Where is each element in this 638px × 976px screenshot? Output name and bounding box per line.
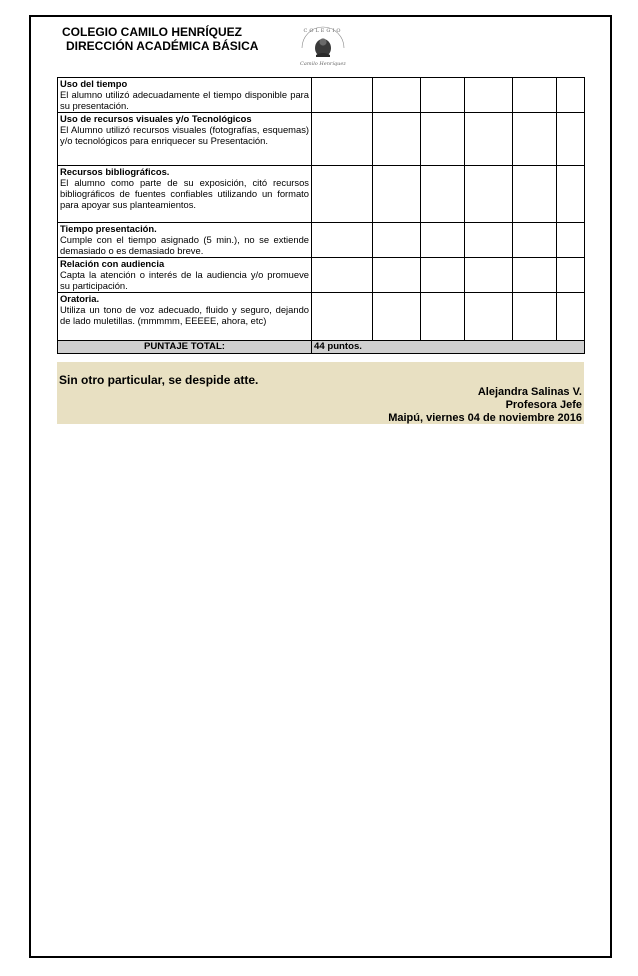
score-cell[interactable] (557, 257, 585, 292)
criterion-row (58, 292, 585, 340)
score-cell[interactable] (421, 292, 465, 340)
criterion-title: Uso de recursos visuales y/o Tecnológicos (60, 112, 252, 124)
score-cell[interactable] (421, 257, 465, 292)
criterion-description: Cumple con el tiempo asignado (5 min.), no se extiende demasiado o es demasiado breve. (60, 233, 309, 257)
score-cell[interactable] (513, 165, 557, 222)
school-name: COLEGIO CAMILO HENRÍQUEZ (62, 25, 242, 39)
criterion-description: El alumno utilizó adecuadamente el tiempo disponible para su presentación. (60, 89, 309, 112)
score-cell[interactable] (465, 257, 513, 292)
criterion-description: El Alumno utilizó recursos visuales (fotografías, esquemas) y/o tecnológicos para enriquecer su Presentación. (60, 123, 309, 147)
school-logo (294, 22, 352, 70)
criterion-title: Uso del tiempo (60, 78, 128, 89)
score-cell[interactable] (373, 222, 421, 257)
score-cell[interactable] (312, 257, 373, 292)
svg-text:Camilo Henríquez: Camilo Henríquez (300, 61, 346, 67)
score-cell[interactable] (373, 78, 421, 113)
svg-text:COLEGIO: COLEGIO (303, 28, 343, 34)
criterion-cell (58, 112, 312, 165)
score-cell[interactable] (513, 112, 557, 165)
criterion-description: El alumno como parte de su exposición, citó recursos bibliográficos de fuentes confiables utilizando un formato para apoyar sus planteamientos. (60, 176, 309, 211)
criterion-cell (58, 165, 312, 222)
score-cell[interactable] (513, 257, 557, 292)
criterion-row (58, 78, 585, 113)
evaluation-rubric-table (57, 77, 585, 354)
score-cell[interactable] (465, 112, 513, 165)
score-cell[interactable] (557, 112, 585, 165)
farewell-text: Sin otro particular, se despide atte. (59, 373, 259, 387)
score-cell[interactable] (557, 292, 585, 340)
criterion-title: Recursos bibliográficos. (60, 165, 170, 177)
score-cell[interactable] (312, 222, 373, 257)
score-cell[interactable] (373, 165, 421, 222)
score-cell[interactable] (513, 78, 557, 113)
score-cell[interactable] (513, 222, 557, 257)
score-cell[interactable] (513, 292, 557, 340)
closing-block (57, 362, 584, 424)
score-cell[interactable] (421, 112, 465, 165)
score-cell[interactable] (421, 222, 465, 257)
score-cell[interactable] (373, 257, 421, 292)
score-cell[interactable] (373, 292, 421, 340)
criterion-cell (58, 222, 312, 257)
criterion-cell (58, 292, 312, 340)
score-cell[interactable] (373, 112, 421, 165)
score-cell[interactable] (557, 222, 585, 257)
signer-role: Profesora Jefe (505, 399, 582, 411)
score-cell[interactable] (465, 222, 513, 257)
criterion-title: Oratoria. (60, 292, 100, 304)
score-cell[interactable] (312, 78, 373, 113)
score-cell[interactable] (465, 78, 513, 113)
department-name: DIRECCIÓN ACADÉMICA BÁSICA (66, 39, 259, 53)
score-cell[interactable] (557, 78, 585, 113)
total-value: 44 puntos. (312, 340, 585, 353)
criterion-description: Utiliza un tono de voz adecuado, fluido y seguro, dejando de lado muletillas. (mmmmm, EEEEE, ahora, etc) (60, 303, 309, 327)
signer-name: Alejandra Salinas V. (477, 386, 582, 398)
criterion-cell (58, 257, 312, 292)
criterion-row (58, 112, 585, 165)
criterion-row (58, 165, 585, 222)
criterion-description: Capta la atención o interés de la audiencia y/o promueve su participación. (60, 268, 309, 292)
criterion-title: Relación con audiencia (60, 257, 165, 269)
score-cell[interactable] (421, 78, 465, 113)
criterion-cell (58, 78, 312, 113)
score-cell[interactable] (465, 165, 513, 222)
score-cell[interactable] (557, 165, 585, 222)
total-label: PUNTAJE TOTAL: (58, 340, 312, 353)
criterion-title: Tiempo presentación. (60, 222, 157, 234)
place-date: Maipú, viernes 04 de noviembre 2016 (388, 412, 582, 424)
score-cell[interactable] (312, 165, 373, 222)
score-cell[interactable] (421, 165, 465, 222)
score-cell[interactable] (465, 292, 513, 340)
total-score-row (58, 340, 585, 353)
score-cell[interactable] (312, 292, 373, 340)
criterion-row (58, 257, 585, 292)
criterion-row (58, 222, 585, 257)
score-cell[interactable] (312, 112, 373, 165)
